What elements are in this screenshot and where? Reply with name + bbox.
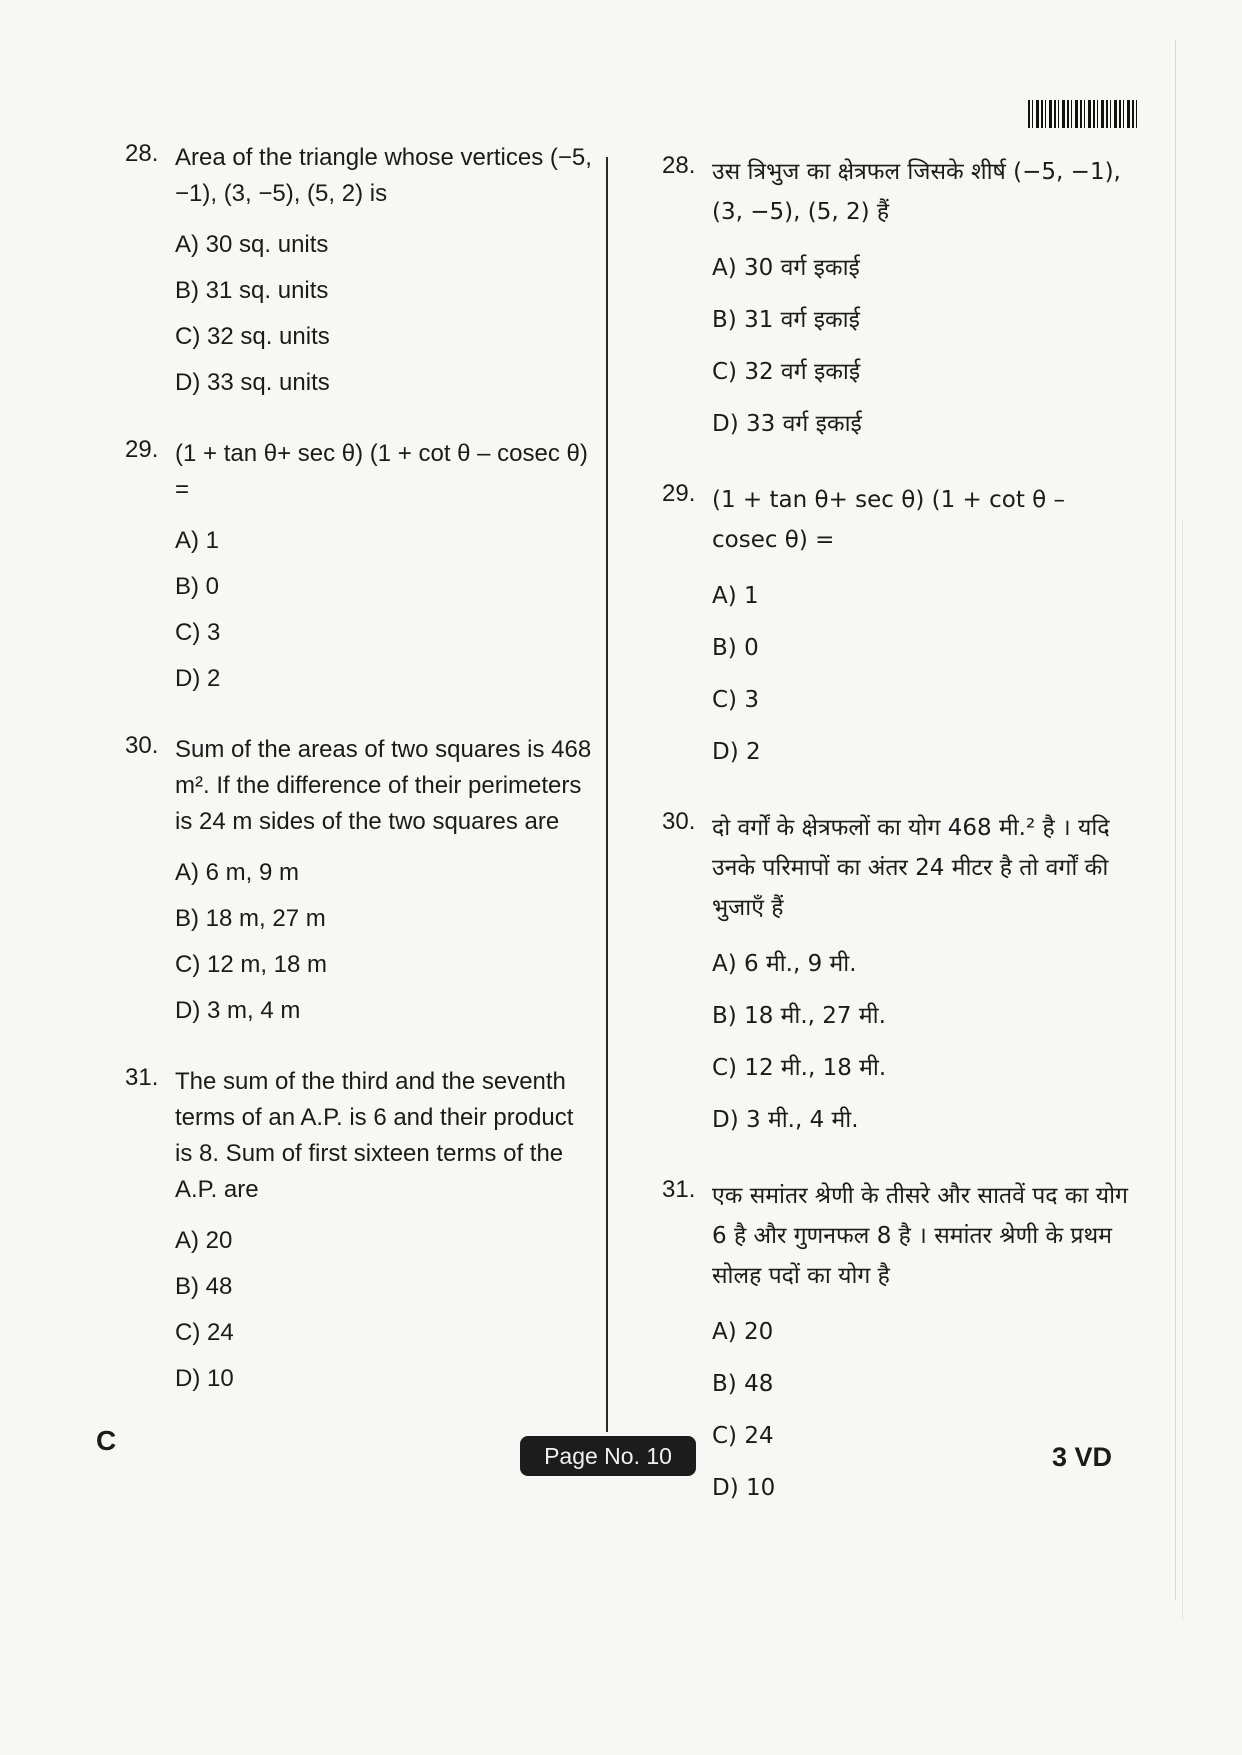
option-a: A) 6 मी., 9 मी. xyxy=(712,951,857,977)
question-text: उस त्रिभुज का क्षेत्रफल जिसके शीर्ष (−5, −1), (3, −5), (5, 2) हैं xyxy=(712,159,1121,225)
options xyxy=(175,518,595,702)
question-number: 31. xyxy=(125,1064,159,1091)
question-28-en xyxy=(115,140,595,406)
options xyxy=(175,222,595,406)
question-text: The sum of the third and the seventh terms of an A.P. is 6 and their product is 8. Sum of first sixteen terms of the A.P. are xyxy=(175,1068,574,1203)
option-c: C) 24 xyxy=(712,1423,774,1449)
option-b: B) 48 xyxy=(712,1371,774,1397)
question-text: एक समांतर श्रेणी के तीसरे और सातवें पद का योग 6 है और गुणनफल 8 है । समांतर श्रेणी के प्रथम सोलह पदों का योग है xyxy=(712,1183,1128,1289)
option-a: A) 1 xyxy=(712,583,759,609)
options xyxy=(175,1218,595,1402)
english-column xyxy=(115,140,595,1432)
question-number: 29. xyxy=(125,436,159,463)
question-number: 29. xyxy=(662,480,696,507)
option-c: C) 3 xyxy=(175,619,221,646)
barcode xyxy=(1028,100,1140,128)
option-d: D) 10 xyxy=(175,1365,234,1392)
question-text: (1 + tan θ+ sec θ) (1 + cot θ – cosec θ) = xyxy=(175,440,588,503)
option-a: A) 20 xyxy=(712,1319,774,1345)
option-b: B) 0 xyxy=(712,635,759,661)
option-c: C) 32 sq. units xyxy=(175,323,330,350)
options xyxy=(712,1306,1132,1514)
question-31-en xyxy=(115,1064,595,1402)
option-a: A) 6 m, 9 m xyxy=(175,859,300,886)
question-text: Sum of the areas of two squares is 468 m². If the difference of their perimeters is 24 m sides of the two squares are xyxy=(175,736,592,835)
option-b: B) 31 वर्ग इकाई xyxy=(712,307,860,333)
page-edge-line xyxy=(1175,40,1176,1600)
option-a: A) 30 sq. units xyxy=(175,231,329,258)
options xyxy=(712,242,1132,450)
option-b: B) 48 xyxy=(175,1273,233,1300)
question-text: (1 + tan θ+ sec θ) (1 + cot θ – cosec θ) = xyxy=(712,487,1066,553)
option-d: D) 33 वर्ग इकाई xyxy=(712,411,862,437)
option-d: D) 2 xyxy=(175,665,221,692)
option-b: B) 18 m, 27 m xyxy=(175,905,326,932)
option-b: B) 18 मी., 27 मी. xyxy=(712,1003,886,1029)
question-text: Area of the triangle whose vertices (−5, −1), (3, −5), (5, 2) is xyxy=(175,144,592,207)
option-d: D) 10 xyxy=(712,1475,776,1501)
options xyxy=(712,938,1132,1146)
option-d: D) 2 xyxy=(712,739,761,765)
question-number: 31. xyxy=(662,1176,696,1203)
question-number: 28. xyxy=(662,152,696,179)
hindi-column xyxy=(652,152,1132,1544)
paper-code: 3 VD xyxy=(1052,1442,1113,1472)
series-letter: C xyxy=(96,1425,117,1456)
option-c: C) 32 वर्ग इकाई xyxy=(712,359,861,385)
option-b: B) 31 sq. units xyxy=(175,277,329,304)
option-a: A) 20 xyxy=(175,1227,233,1254)
question-30-hi xyxy=(652,808,1132,1146)
option-c: C) 3 xyxy=(712,687,759,713)
question-30-en xyxy=(115,732,595,1034)
question-number: 28. xyxy=(125,140,159,167)
option-d: D) 3 मी., 4 मी. xyxy=(712,1107,859,1133)
question-text: दो वर्गों के क्षेत्रफलों का योग 468 मी.² है । यदि उनके परिमापों का अंतर 24 मीटर है तो वर्गों की भुजाएँ हैं xyxy=(712,815,1110,921)
option-d: D) 33 sq. units xyxy=(175,369,330,396)
option-c: C) 24 xyxy=(175,1319,234,1346)
question-29-hi xyxy=(652,480,1132,778)
column-divider xyxy=(606,157,608,1432)
option-a: A) 30 वर्ग इकाई xyxy=(712,255,860,281)
option-a: A) 1 xyxy=(175,527,220,554)
option-c: C) 12 m, 18 m xyxy=(175,951,328,978)
question-29-en xyxy=(115,436,595,702)
option-c: C) 12 मी., 18 मी. xyxy=(712,1055,887,1081)
page-number-badge: Page No. 10 xyxy=(520,1436,696,1476)
question-28-hi xyxy=(652,152,1132,450)
page-edge-line xyxy=(1182,520,1183,1620)
option-d: D) 3 m, 4 m xyxy=(175,997,301,1024)
options xyxy=(175,850,595,1034)
option-b: B) 0 xyxy=(175,573,220,600)
question-number: 30. xyxy=(125,732,159,759)
options xyxy=(712,570,1132,778)
question-number: 30. xyxy=(662,808,696,835)
